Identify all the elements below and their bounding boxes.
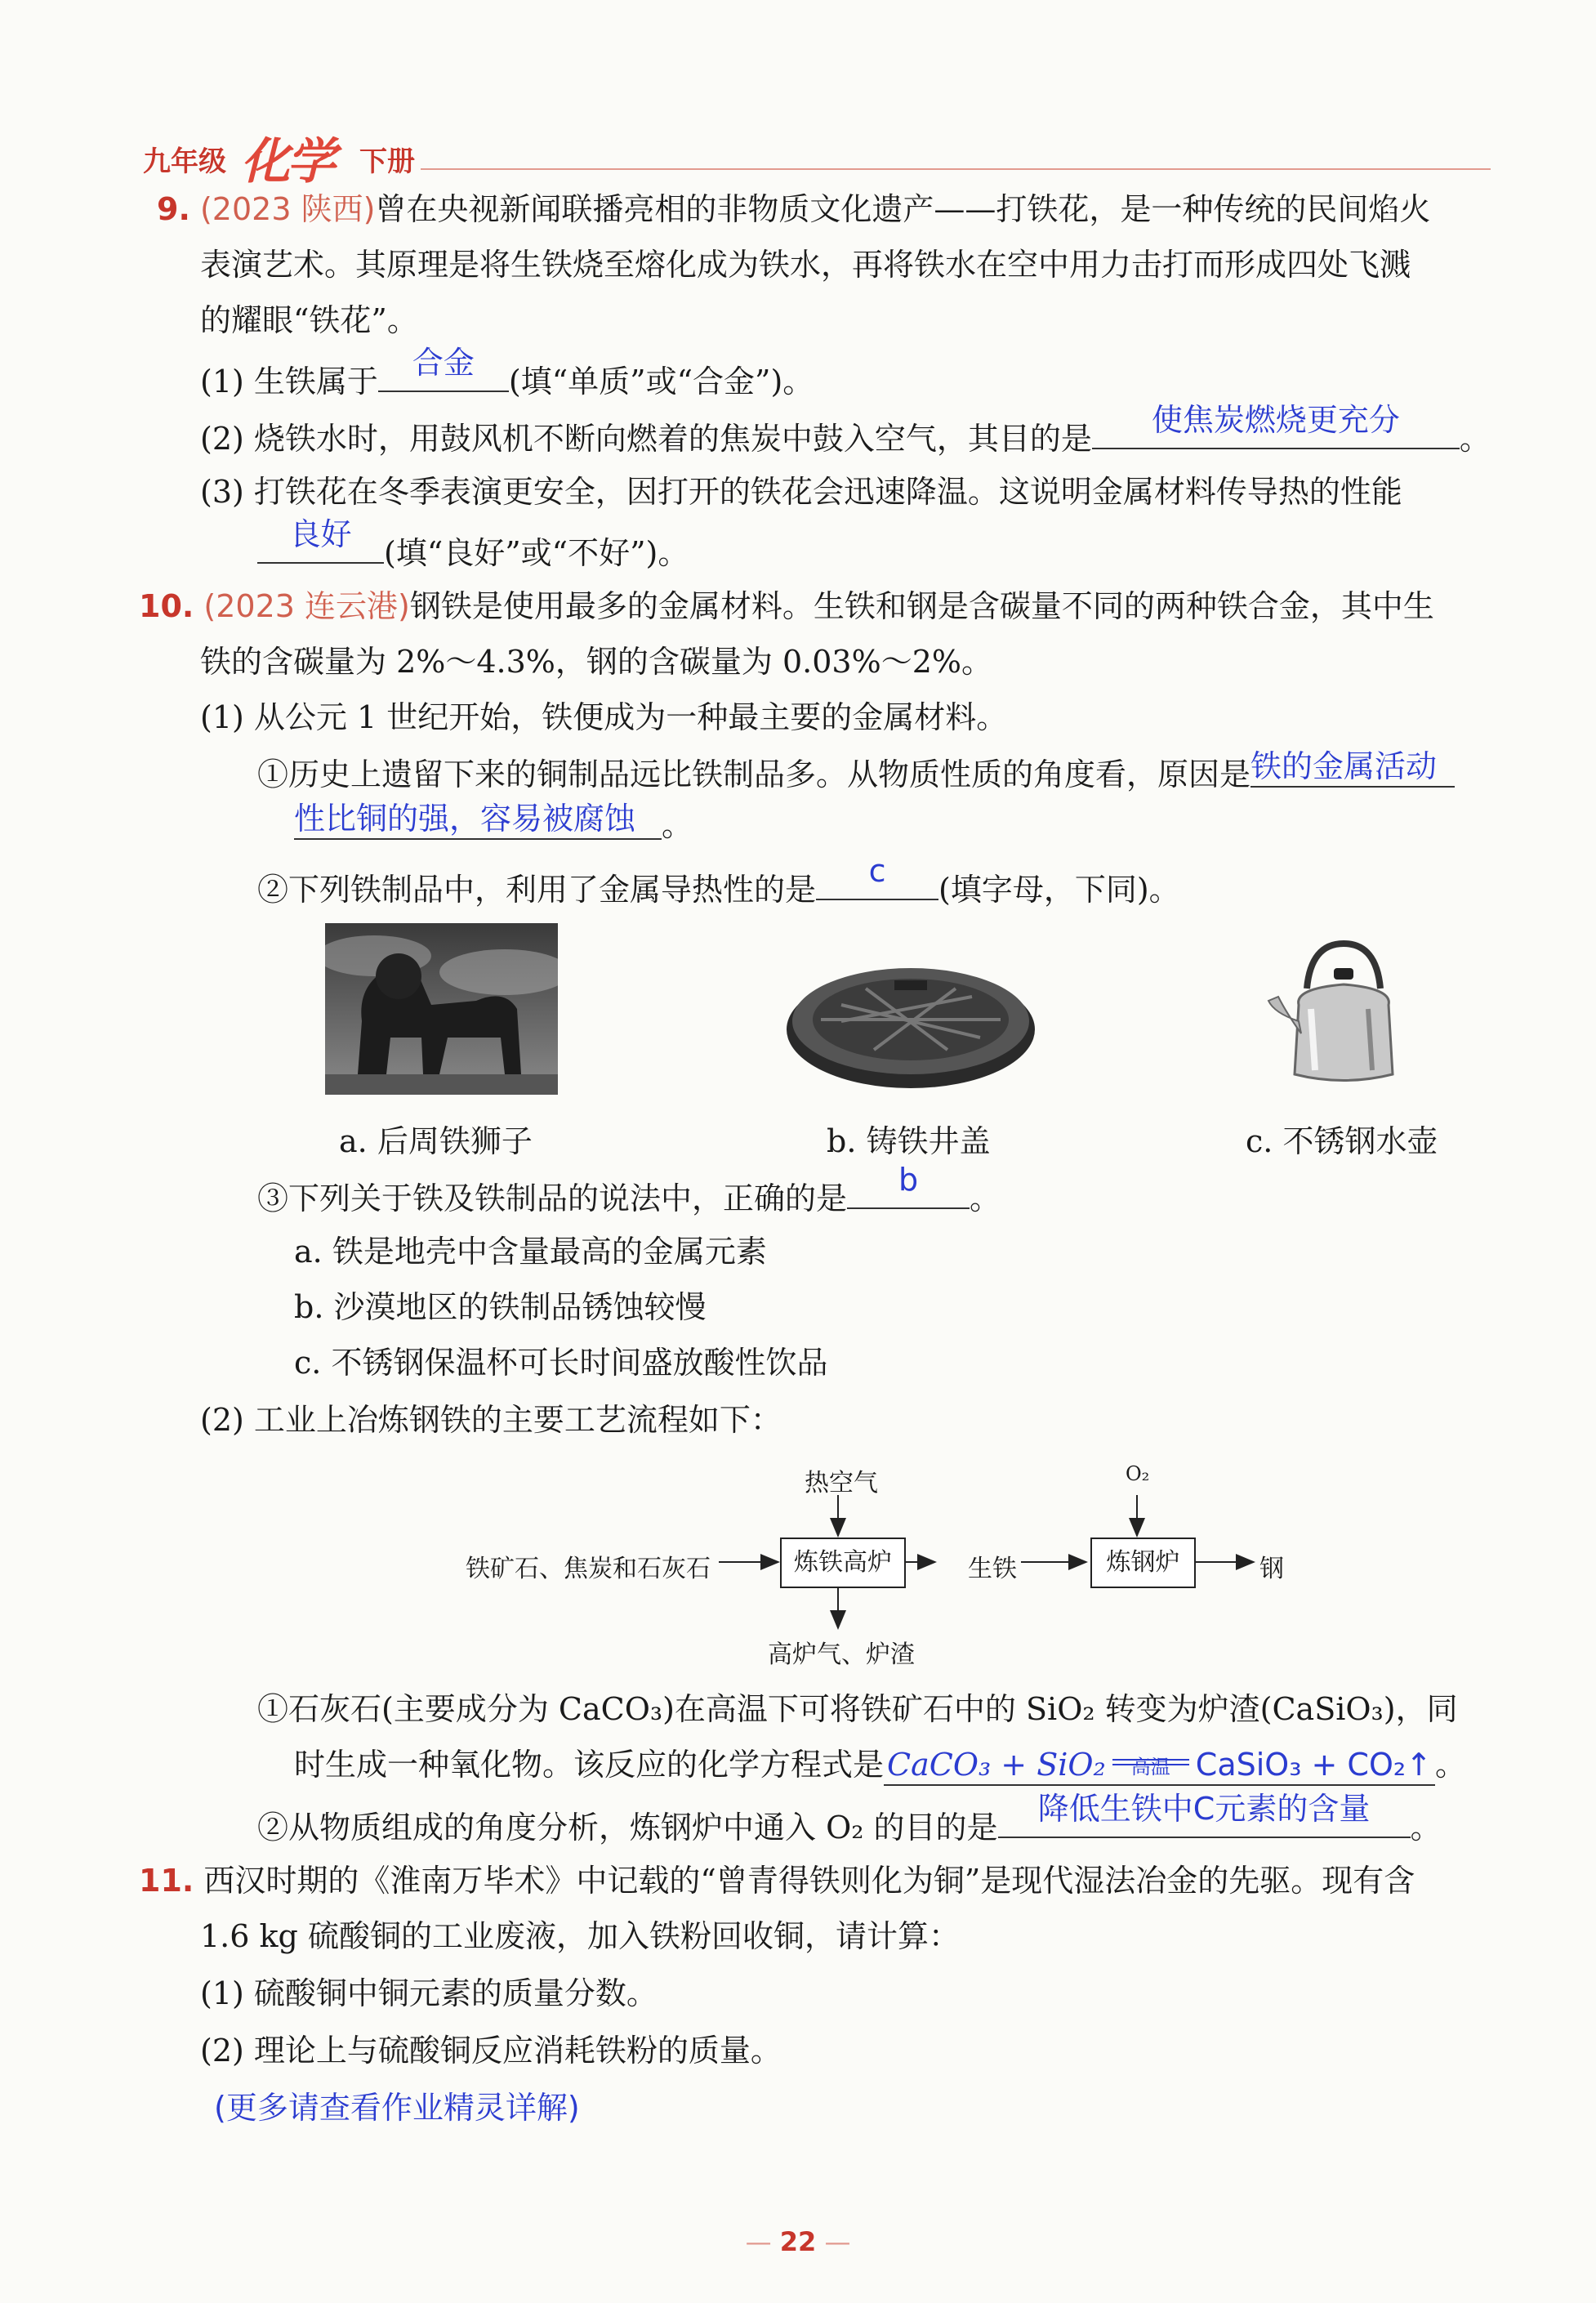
eq-right: CaSiO₃ + CO₂↑ — [1195, 1747, 1432, 1783]
q9-part1-text: (1) 生铁属于 — [200, 364, 378, 399]
header-subject: 化学 — [241, 133, 332, 190]
q9-stem-line3: 的耀眼“铁花”。 — [200, 302, 418, 338]
manhole-cover-image — [784, 948, 1037, 1095]
q9-part2-answer: 使焦炭燃烧更充分 — [1151, 402, 1400, 438]
q10-sub3-answer: b — [898, 1162, 919, 1198]
q10-sub1-cont — [294, 801, 693, 846]
q10-sub1 — [257, 748, 1455, 796]
q10-sub2 — [257, 853, 1180, 909]
q10-stem-text1: 钢铁是使用最多的金属材料。生铁和钢是含碳量不同的两种铁合金，其中生 — [409, 588, 1434, 624]
q9-stem-text1: 曾在央视新闻联播亮相的非物质文化遗产——打铁花，是一种传统的民间焰火 — [375, 191, 1431, 227]
q10-stem-line2: 铁的含碳量为 2%～4.3%，钢的含碳量为 0.03%～2%。 — [200, 644, 992, 680]
header-book: 下册 — [359, 145, 415, 178]
q9-stem-line1 — [157, 190, 1430, 229]
flow-hot-air-label: 热空气 — [805, 1469, 878, 1497]
q10-reaction1-text: 时生成一种氧化物。该反应的化学方程式是 — [294, 1747, 885, 1783]
q10-sub1-answer2[interactable]: 性比铜的强，容易被腐蚀 — [294, 799, 662, 840]
q9-part1-hint: (填“单质”或“合金”)。 — [508, 364, 814, 399]
q9-part1 — [200, 345, 814, 401]
q10-reaction1-line2 — [294, 1745, 1466, 1786]
q9-part1-blank[interactable] — [378, 345, 509, 392]
q10-equation[interactable] — [884, 1745, 1435, 1786]
q10-sub3-option-a: a. 铁是地壳中含量最高的金属元素 — [294, 1234, 767, 1270]
eq-left: CaCO₃ + SiO₂ — [887, 1747, 1106, 1783]
q10-sub3-option-c: c. 不锈钢保温杯可长时间盛放酸性饮品 — [294, 1345, 828, 1381]
q10-part2: (2) 工业上冶炼钢铁的主要工艺流程如下： — [200, 1402, 782, 1438]
page-number: 22 — [779, 2226, 817, 2257]
header-rule — [421, 168, 1491, 170]
header-grade: 九年级 — [143, 145, 226, 178]
page-header — [143, 123, 1499, 190]
q10-reaction2-blank[interactable] — [998, 1791, 1411, 1838]
q11-stem-line2: 1.6 kg 硫酸铜的工业废液，加入铁粉回收铜，请计算： — [200, 1918, 960, 1954]
q11-part2: (2) 理论上与硫酸铜反应消耗铁粉的质量。 — [200, 2033, 782, 2069]
q9-part3-hint: (填“良好”或“不好”)。 — [384, 535, 689, 571]
q11-number: 11. — [139, 1863, 194, 1899]
q10-stem-line1 — [139, 587, 1434, 626]
flow-box-blast-furnace: 炼铁高炉 — [780, 1538, 906, 1588]
q9-stem-line2: 表演艺术。其原理是将生铁烧至熔化成为铁水，再将铁水在空中用力击打而形成四处飞溅 — [200, 247, 1411, 283]
q10-sub2-hint: (填字母，下同)。 — [938, 872, 1180, 908]
q10-sub3 — [257, 1162, 1001, 1218]
q10-sub2-answer: c — [868, 853, 886, 889]
stainless-kettle-image — [1262, 931, 1425, 1095]
flow-box-steel-furnace: 炼钢炉 — [1090, 1538, 1196, 1588]
q10-sub3-text: ③下列关于铁及铁制品的说法中，正确的是 — [257, 1181, 848, 1216]
q10-sub2-text: ②下列铁制品中，利用了金属导热性的是 — [257, 872, 817, 908]
q10-reaction2-answer: 降低生铁中C元素的含量 — [1037, 1791, 1371, 1827]
flow-pig-iron-label: 生铁 — [968, 1555, 1017, 1583]
iron-lion-image — [325, 923, 558, 1095]
q9-part3: (3) 打铁花在冬季表演更安全，因打开的铁花会迅速降温。这说明金属材料传导热的性能 — [200, 474, 1402, 510]
q10-sub3-blank[interactable] — [847, 1162, 970, 1209]
q11-stem-text1: 西汉时期的《淮南万毕术》中记载的“曾青得铁则化为铜”是现代湿法冶金的先驱。现有含 — [203, 1863, 1415, 1899]
q11-part1: (1) 硫酸铜中铜元素的质量分数。 — [200, 1975, 658, 2011]
q10-reaction2-end: 。 — [1410, 1810, 1442, 1846]
q9-part2-end: 。 — [1459, 421, 1491, 457]
more-details-link[interactable]: (更多请查看作业精灵详解) — [214, 2090, 580, 2126]
caption-b: b. 铸铁井盖 — [827, 1123, 991, 1159]
q10-part1: (1) 从公元 1 世纪开始，铁便成为一种最主要的金属材料。 — [200, 699, 1008, 735]
q11-stem-line1 — [139, 1861, 1415, 1900]
q10-number: 10. — [139, 588, 194, 624]
page-number-footer — [0, 2226, 1596, 2257]
q10-sub3-option-b: b. 沙漠地区的铁制品锈蚀较慢 — [294, 1289, 707, 1325]
q10-reaction1-end: 。 — [1434, 1747, 1466, 1783]
caption-a: a. 后周铁狮子 — [339, 1123, 533, 1159]
q10-source: (2023 连云港) — [203, 588, 410, 624]
q9-part2-blank[interactable] — [1092, 402, 1460, 449]
q10-reaction2-text: ②从物质组成的角度分析，炼钢炉中通入 O₂ 的目的是 — [257, 1810, 998, 1846]
q9-part1-answer: 合金 — [412, 345, 475, 381]
q9-part3-blank[interactable] — [257, 516, 384, 564]
q10-sub1-end: 。 — [662, 807, 693, 843]
process-flow-diagram — [457, 1450, 1315, 1687]
q9-part3-answer: 良好 — [289, 516, 352, 552]
caption-c: c. 不锈钢水壶 — [1246, 1123, 1438, 1159]
eq-condition-text: 高温 — [1130, 1756, 1170, 1779]
q9-part2-text: (2) 烧铁水时，用鼓风机不断向燃着的焦炭中鼓入空气，其目的是 — [200, 421, 1092, 457]
footer-dash-right: — — [816, 2226, 851, 2257]
flow-input-label: 铁矿石、焦炭和石灰石 — [466, 1555, 711, 1583]
q10-reaction2 — [257, 1791, 1442, 1847]
flow-slag-label: 高炉气、炉渣 — [768, 1640, 915, 1669]
q10-sub1-text: ①历史上遗留下来的铜制品远比铁制品多。从物质性质的角度看，原因是 — [257, 757, 1251, 792]
q10-sub2-blank[interactable] — [816, 853, 938, 900]
flow-steel-label: 钢 — [1259, 1555, 1284, 1583]
q9-source: (2023 陕西) — [199, 191, 376, 227]
q9-number: 9. — [157, 191, 190, 227]
q9-part3-cont — [257, 516, 689, 573]
flow-o2-label: O₂ — [1126, 1462, 1150, 1485]
eq-condition — [1106, 1756, 1196, 1779]
q10-sub3-end: 。 — [970, 1181, 1001, 1216]
footer-dash-left: — — [745, 2226, 780, 2257]
eq-double-line — [1112, 1759, 1189, 1765]
q10-reaction1-line1: ①石灰石(主要成分为 CaCO₃)在高温下可将铁矿石中的 SiO₂ 转变为炉渣(CaSiO₃)，同 — [257, 1691, 1458, 1727]
q10-sub1-answer1[interactable]: 铁的金属活动 — [1250, 747, 1455, 788]
q9-part2 — [200, 402, 1491, 458]
